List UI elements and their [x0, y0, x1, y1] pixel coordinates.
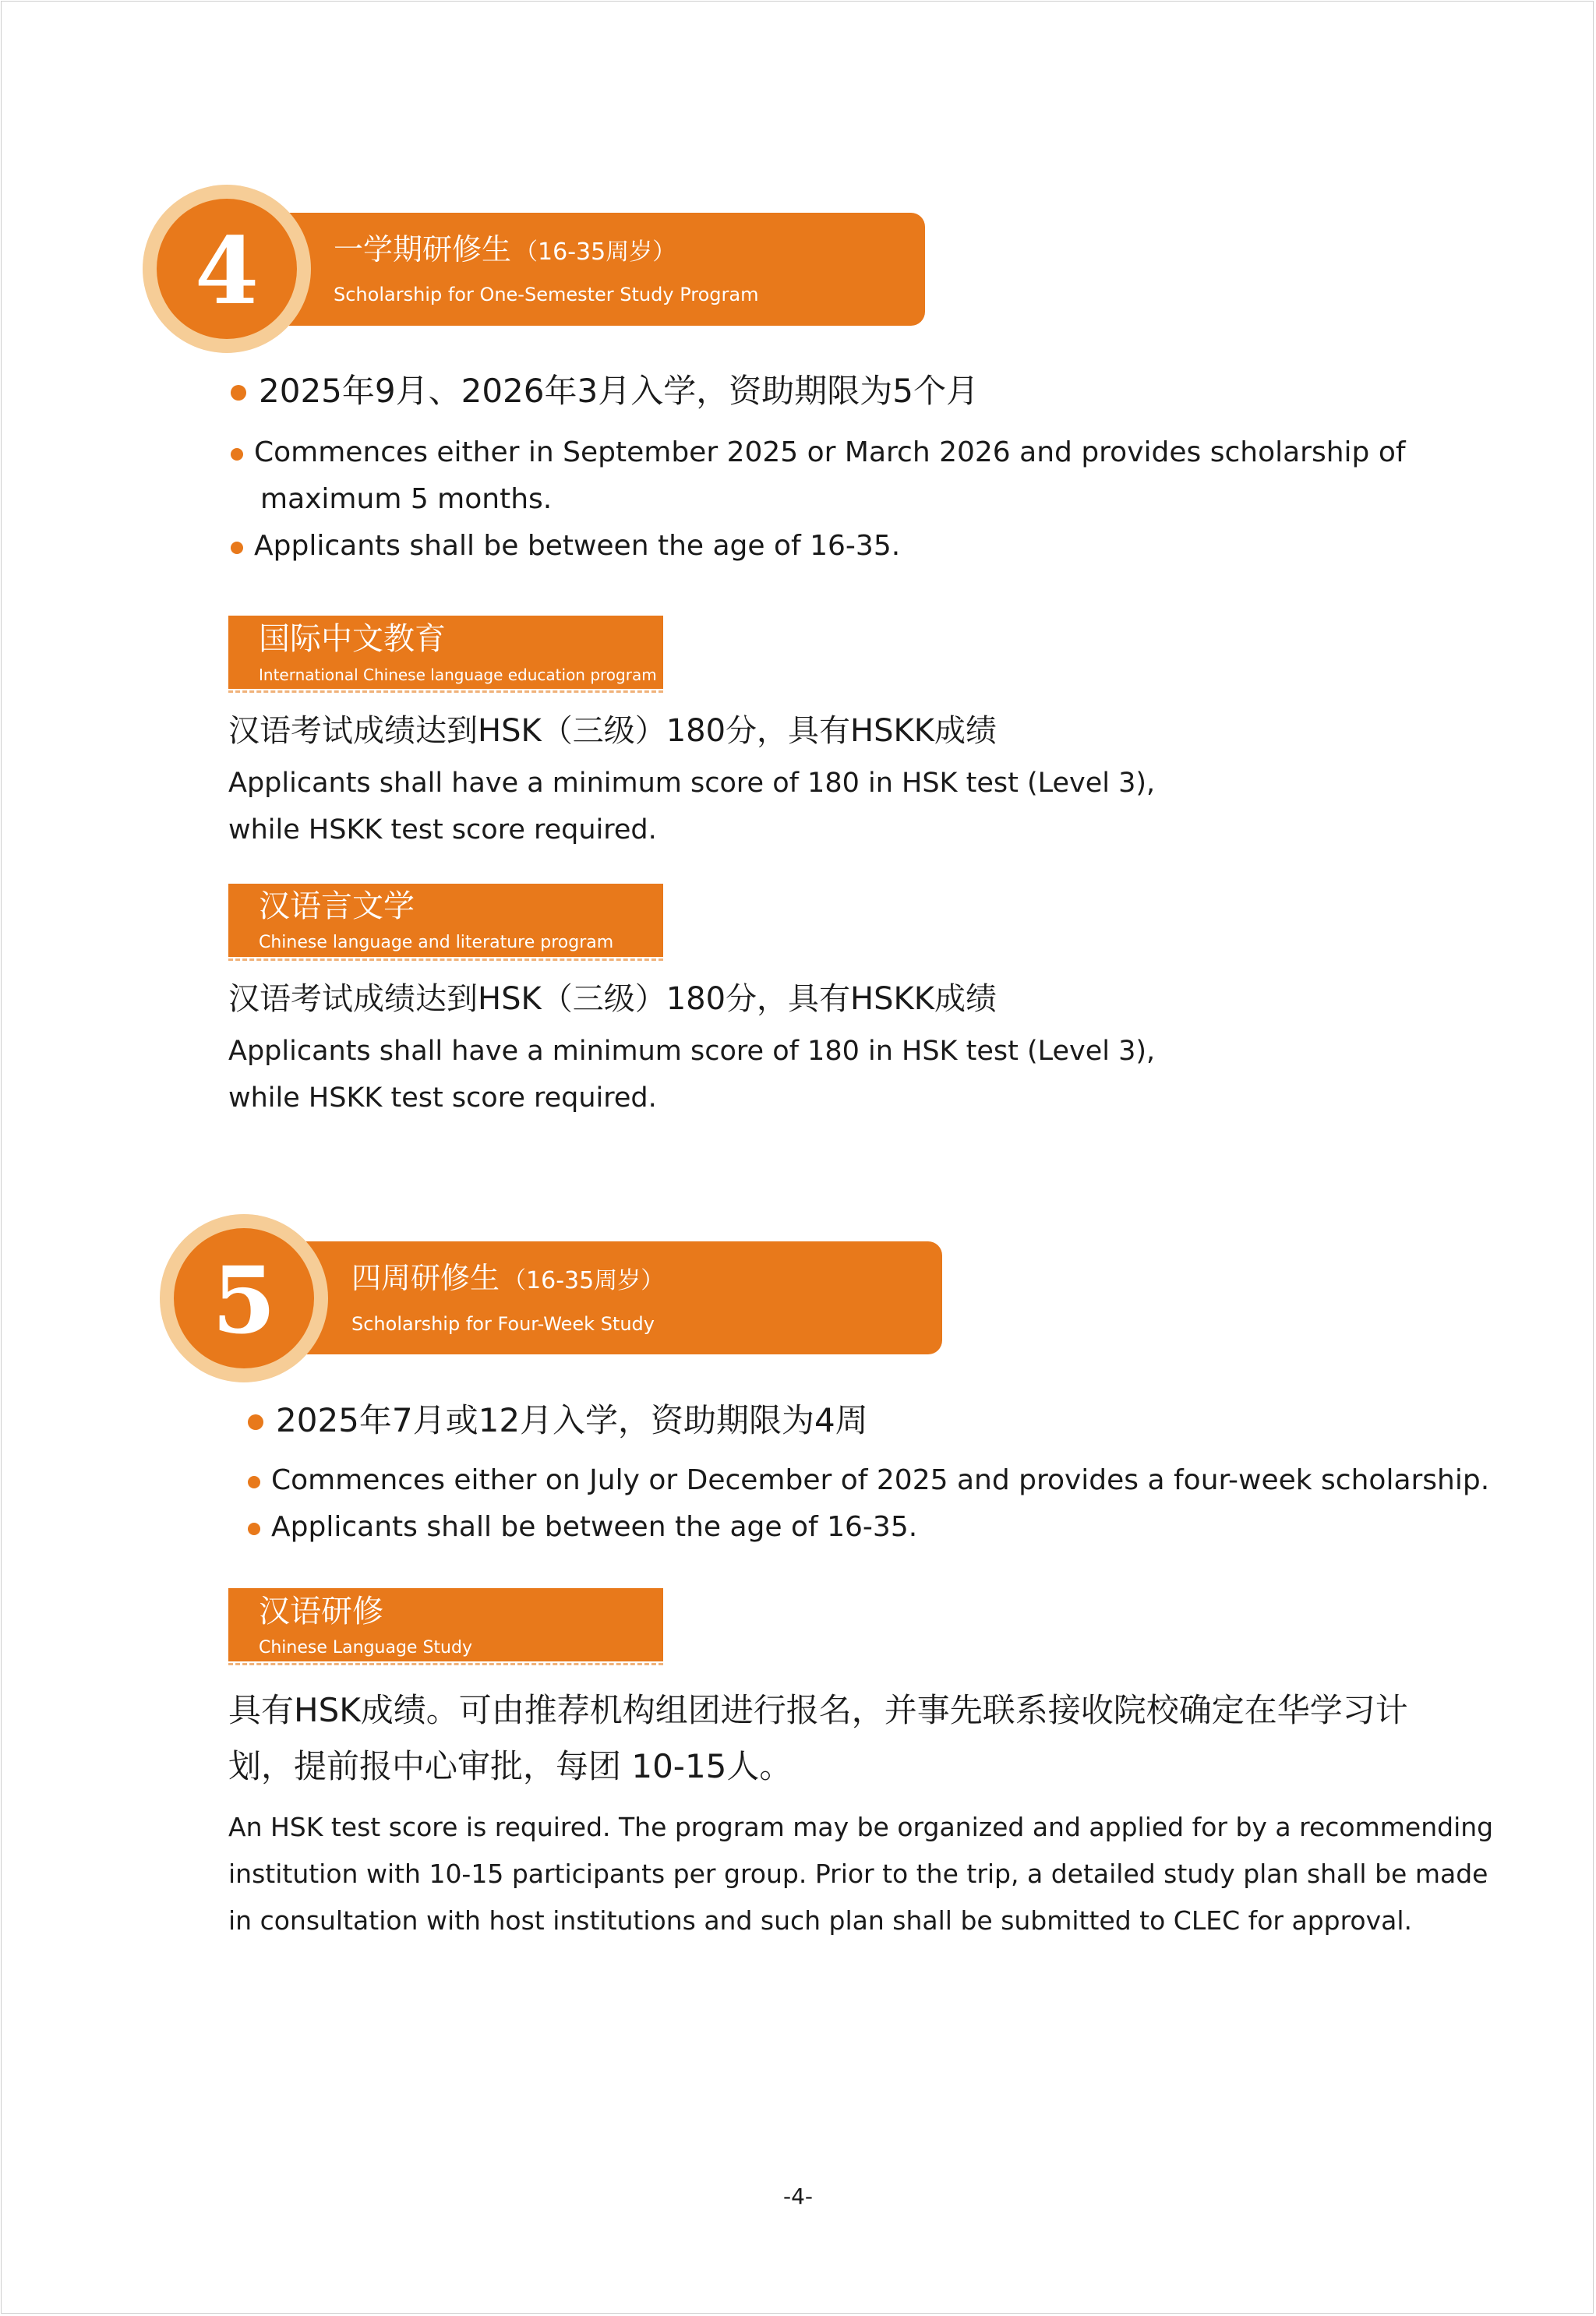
section-5-subtitle: Scholarship for Four-Week Study: [351, 1313, 655, 1335]
program-requirement-cn: 汉语考试成绩达到HSK（三级）180分，具有HSKK成绩: [228, 713, 997, 749]
section-5-number: 5: [211, 1246, 277, 1354]
program-tag-divider: [228, 959, 663, 961]
program-name-en: Chinese Language Study: [259, 1638, 472, 1658]
section-5-bullet-en-2: Applicants shall be between the age of 16-35.: [271, 1511, 918, 1543]
program-requirement-en-2: while HSKK test score required.: [228, 1082, 657, 1114]
program-tag-divider: [228, 690, 663, 693]
section-5-bullet-cn: 2025年7月或12月入学，资助期限为4周: [276, 1401, 868, 1439]
section-4-bullet-en-2: Applicants shall be between the age of 16-35.: [254, 530, 901, 562]
section-4-title: [334, 232, 676, 267]
section-4-bullet-en-1b: maximum 5 months.: [260, 483, 553, 515]
bullet-dot: [231, 448, 243, 461]
program-requirement-cn-2: 划，提前报中心审批，每团 10-15人。: [228, 1747, 793, 1785]
bullet-dot: [248, 1523, 260, 1535]
section-5-title-cn: 四周研修生: [351, 1261, 500, 1295]
program-requirement-cn: 汉语考试成绩达到HSK（三级）180分，具有HSKK成绩: [228, 981, 997, 1017]
section-4-age: （16-35周岁）: [514, 238, 676, 266]
bullet-dot: [248, 1476, 260, 1488]
section-4-bullet-cn: 2025年9月、2026年3月入学，资助期限为5个月: [259, 372, 979, 410]
section-4-number-badge: [157, 199, 297, 339]
bullet-dot: [231, 542, 243, 554]
section-4-title-cn: 一学期研修生: [334, 232, 512, 267]
bullet-dot: [231, 385, 246, 401]
section-5-title: [351, 1263, 664, 1293]
program-requirement-en-1: An HSK test score is required. The program may be organized and applied for by a recommending: [228, 1812, 1494, 1842]
section-5-age: （16-35周岁）: [503, 1267, 665, 1294]
section-4-bullet-en-1a: Commences either in September 2025 or March 2026 and provides scholarship of: [254, 436, 1406, 468]
program-requirement-en-1: Applicants shall have a minimum score of 180 in HSK test (Level 3),: [228, 1036, 1156, 1067]
program-name-en: Chinese language and literature program: [259, 933, 614, 952]
section-4-header-bar: [253, 213, 925, 326]
program-name-cn: 国际中文教育: [259, 621, 446, 657]
program-requirement-en-3: in consultation with host institutions and such plan shall be submitted to CLEC for approval.: [228, 1905, 1413, 1936]
program-requirement-en-2: institution with 10-15 participants per group. Prior to the trip, a detailed study plan shall be made: [228, 1859, 1488, 1889]
section-4-number: 4: [194, 217, 260, 325]
section-5-bullet-en-1: Commences either on July or December of 2025 and provides a four-week scholarship.: [271, 1464, 1490, 1496]
program-requirement-cn-1: 具有HSK成绩。可由推荐机构组团进行报名，并事先联系接收院校确定在华学习计: [228, 1691, 1408, 1729]
program-requirement-en-1: Applicants shall have a minimum score of 180 in HSK test (Level 3),: [228, 768, 1156, 799]
program-tag-divider: [228, 1663, 663, 1665]
program-name-cn: 汉语研修: [259, 1594, 383, 1629]
section-5-header-bar: [270, 1241, 942, 1354]
bullet-dot: [248, 1414, 263, 1430]
section-5-number-badge: [174, 1228, 314, 1368]
program-name-cn: 汉语言文学: [259, 888, 415, 924]
program-requirement-en-2: while HSKK test score required.: [228, 814, 657, 846]
section-4-subtitle: Scholarship for One-Semester Study Program: [334, 284, 759, 305]
page-number: -4-: [782, 2184, 814, 2209]
program-name-en: International Chinese language education program: [259, 665, 657, 684]
